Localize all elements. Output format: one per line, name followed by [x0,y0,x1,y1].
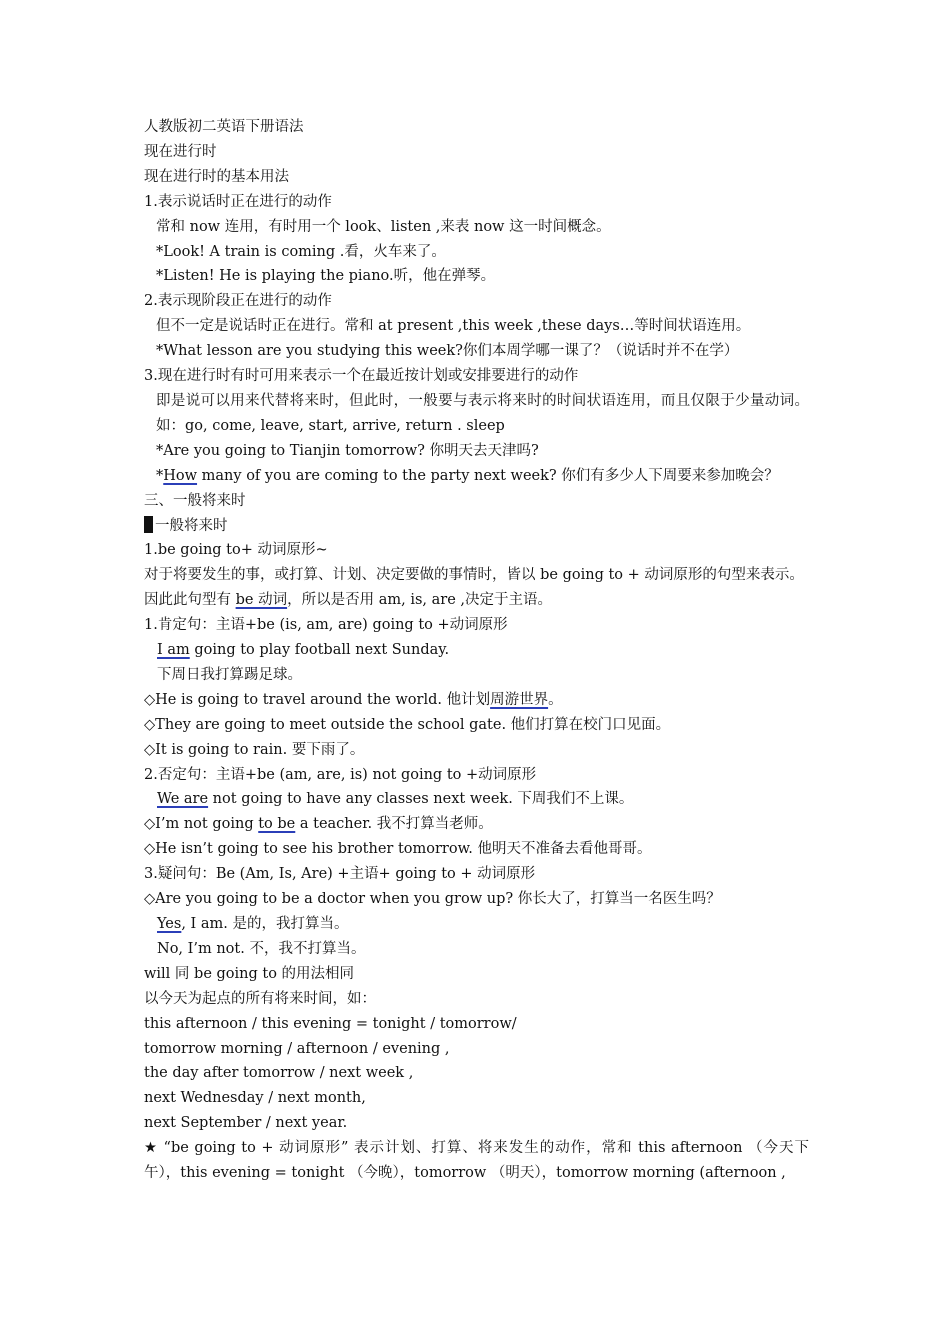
affirmative-heading: 1.肯定句：主语+be (is, am, are) going to +动词原形 [144,617,508,634]
time-expression-line: this afternoon / this evening = tonight / tomorrow/ [144,1015,517,1032]
underlined-text: Yes [157,916,182,932]
example-line: ◇Are you going to be a doctor when you grow up? 你长大了，打算当一名医生吗？ [144,891,721,908]
paragraph-line: will 同 be going to 的用法相同 [144,965,355,982]
document-title: 人教版初二英语下册语法 [144,119,304,135]
underlined-text: We are [157,791,209,808]
example-line: ◇He isn’t going to see his brother tomorrow. 他明天不准备去看他哥哥。 [144,841,652,858]
paragraph-line: 因此此句型有 be 动词，所以是否用 am, is, are ,决定于主语。 [144,592,552,609]
heading-present-progressive: 现在进行时 [144,143,217,160]
paragraph-block: 对于将要发生的事，或打算、计划、决定要做的事情时，皆以 be going to + 动词原形的句型来表示。 [144,567,804,584]
underlined-text: be 动词 [235,592,288,609]
example-line: ◇I’m not going to be a teacher. 我不打算当老师。 [144,816,493,833]
be-going-to-heading: 1.be going to+ 动词原形~ [144,542,328,559]
paragraph-line: 常和 now 连用，有时用一个 look、listen ,来表 now 这一时间概念。 [156,218,611,235]
time-expression-line: next Wednesday / next month, [144,1090,366,1107]
underlined-text: to be [258,816,296,833]
paragraph-line: 但不一定是说话时正在进行。常和 at present ,this week ,these days…等时间状语连用。 [156,318,751,335]
example-line: ◇It is going to rain. 要下雨了。 [144,741,365,758]
example-line: ◇He is going to travel around the world. 他计划周游世界。 [144,691,563,708]
example-line: 下周日我打算踢足球。 [157,666,302,683]
question-heading: 3.疑问句：Be (Am, Is, Are) +主语+ going to + 动词原形 [144,866,536,883]
time-expression-line: the day after tomorrow / next week , [144,1065,414,1082]
time-expression-line: next September / next year. [144,1115,348,1132]
example-line: *Listen! He is playing the piano.听，他在弹琴。 [156,268,496,285]
heading-basic-usage: 现在进行时的基本用法 [144,168,289,185]
negative-heading: 2.否定句：主语+be (am, are, is) not going to +动词原形 [144,766,537,783]
example-line: We are not going to have any classes next week. 下周我们不上课。 [157,791,634,808]
underlined-text: I am [157,642,190,659]
underlined-text: 周游世界 [490,691,549,708]
paragraph-line: 以今天为起点的所有将来时间，如： [144,990,376,1007]
time-expression-line: tomorrow morning / afternoon / evening , [144,1040,450,1057]
point-1-heading: 1.表示说话时正在进行的动作 [144,193,332,210]
example-line: ◇They are going to meet outside the school gate. 他们打算在校门口见面。 [144,716,671,733]
paragraph-block: 即是说可以用来代替将来时，但此时，一般要与表示将来时的时间状语连用，而且仅限于少量动词。如：go, come, leave, start, arrive, return . sleep [156,392,809,434]
note-paragraph: ★ “be going to + 动词原形” 表示计划、打算、将来发生的动作，常和 this afternoon （今天下午），this evening = tonight （今晚），tomorrow （明天），tomorrow morning (afternoon , [144,1140,809,1182]
point-3-heading: 3.现在进行时有时可用来表示一个在最近按计划或安排要进行的动作 [144,368,579,385]
example-line: Yes, I am. 是的，我打算当。 [157,916,349,932]
document-body [144,115,809,1186]
underlined-text: How [163,467,198,484]
point-2-heading: 2.表示现阶段正在进行的动作 [144,293,332,310]
section-3-heading: 三、一般将来时 [144,492,246,509]
cursor-bar-icon [144,516,153,533]
example-line: *Look! A train is coming .看，火车来了。 [156,243,446,260]
example-line: No, I’m not. 不，我不打算当。 [157,940,366,957]
subsection-heading: 一般将来时 [144,514,809,539]
example-line: *How many of you are coming to the party next week? 你们有多少人下周要来参加晚会？ [156,467,779,484]
example-line: *What lesson are you studying this week?你们本周学哪一课了？（说话时并不在学） [156,343,739,360]
example-line: *Are you going to Tianjin tomorrow? 你明天去天津吗? [156,442,539,459]
example-line: I am going to play football next Sunday. [157,642,450,659]
